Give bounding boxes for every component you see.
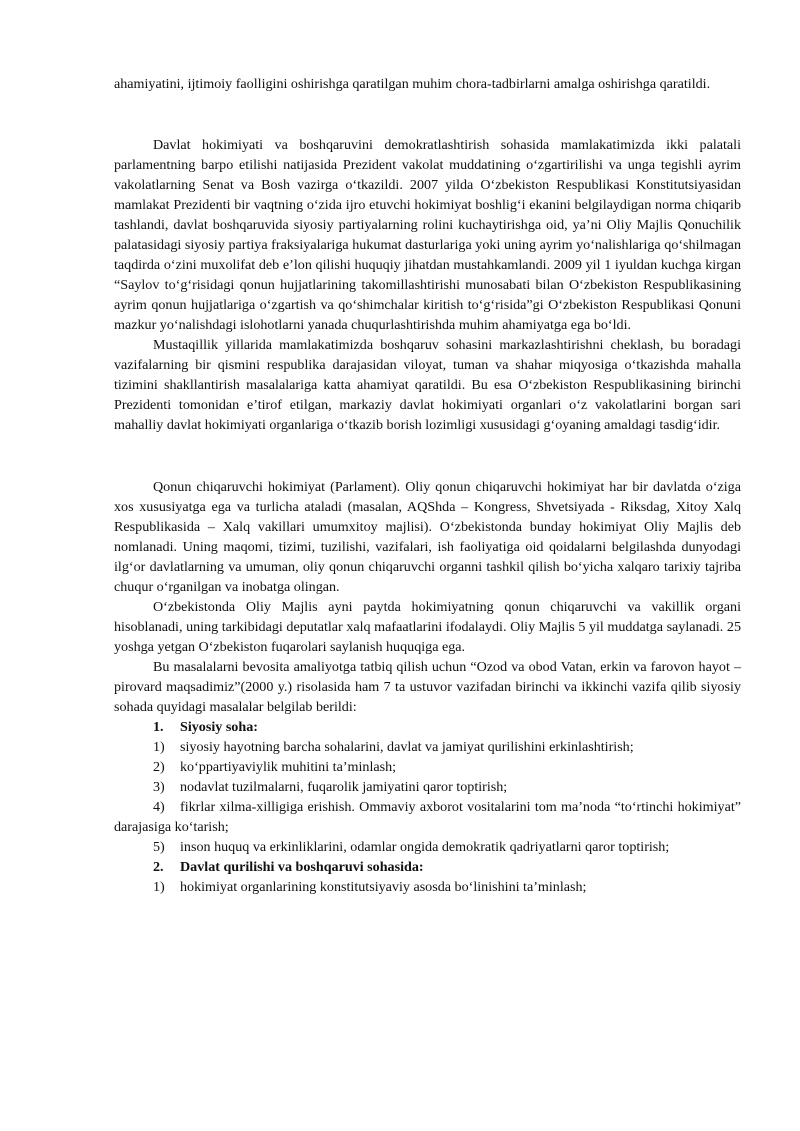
section-heading-political xyxy=(114,717,741,737)
paragraph-priorities: Bu masalalarni bevosita amaliyotga tatbiq qilish uchun “Ozod va obod Vatan, erkin va farovon hayot – pirovard maqsadimiz”(2000 y.) risolasida ham 7 ta ustuvor vazifadan birinchi va ikkinchi vazifa qilib siyosiy sohada quyidagi masalalar belgilab berildi: xyxy=(114,659,741,715)
paragraph-democratization: Davlat hokimiyati va boshqaruvini demokratlashtirish sohasida mamlakatimizda ikki palatali parlamentning barpo etilishi natijasida Prezident vakolat muddatining o‘zgartirilishi va unga tegishli ayrim vakolatlarning Senat va Bosh vazirga o‘tkazildi. 2007 yilda O‘zbekiston Respublikasi Konstitutsiyasidan mamlakat Prezidenti bir vaqtning o‘zida ijro etuvchi hokimiyat boshlig‘i ekanini belgilaydigan norma chiqarib tashlandi, davlat boshqaruvida siyosiy partiyalarning rolini kuchaytirishga oid, ya’ni Oliy Majlis Qonuchilik palatasidagi siyosiy partiya fraksiyalariga hukumat dasturlariga yoki uning ayrim yo‘nalishlariga qo‘shilmagan taqdirda o‘zini muxolifat deb e’lon qilishi huquqiy jihatdan mustahkamlandi. 2009 yil 1 iyuldan kuchga kirgan “Saylov to‘g‘risidagi qonun hujjatlarining takomillashtirishi munosabati bilan O‘zbekiston Respublikasining ayrim qonun hujjatlariga o‘zgartish va qo‘shimchalar kiritish to‘g‘risida”gi O‘zbekiston Respublikasi Qonuni mazkur yo‘nalishdagi islohotlarni yanada chuqurlashtirishda muhim ahamiyatga ega bo‘ldi. xyxy=(114,137,741,333)
section-heading-state-building xyxy=(114,857,741,877)
list-item xyxy=(114,837,741,857)
list-item xyxy=(114,737,741,757)
paragraph-intro-continuation: ahamiyatini, ijtimoiy faolligini oshirishga qaratilgan muhim chora-tadbirlarni amalga oshirishga qaratildi. xyxy=(114,76,711,92)
list-item-number: 5) xyxy=(153,839,165,855)
list-item xyxy=(114,797,741,837)
list-item-text: hokimiyat organlarining konstitutsiyaviy asosda bo‘linishini ta’minlash; xyxy=(180,879,587,895)
list-item xyxy=(114,877,741,897)
list-item-number: 4) xyxy=(153,799,165,815)
section-number: 1. xyxy=(153,719,164,735)
paragraph-decentralization: Mustaqillik yillarida mamlakatimizda boshqaruv sohasini markazlashtirishni cheklash, bu boradagi vazifalarning bir qismini respublika darajasidan viloyat, tuman va shahar miqyosiga o‘tkazishda mahalla tizimini shakllantirish masalalariga katta ahamiyat qaratildi. Bu esa O‘zbekiston Respublikasining birinchi Prezidenti tomonidan e’tirof etilgan, markaziy davlat hokimiyati organlari o‘z vakolatlarini borgan sari mahalliy davlat hokimiyati organlariga o‘tkazib borish lozimligi xususidagi g‘oyaning amaldagi tasdig‘idir. xyxy=(114,337,741,433)
paragraph-gap xyxy=(114,435,741,477)
list-item-number: 1) xyxy=(153,739,165,755)
list-item xyxy=(114,757,741,777)
section-title: Davlat qurilishi va boshqaruvi sohasida: xyxy=(180,859,424,875)
list-item-text: inson huquq va erkinliklarini, odamlar ongida demokratik qadriyatlarni qaror toptirish; xyxy=(180,839,670,855)
list-item xyxy=(114,777,741,797)
paragraph-oliy-majlis: O‘zbekistonda Oliy Majlis ayni paytda hokimiyatning qonun chiqaruvchi va vakillik organi hisoblanadi, uning tarkibidagi deputatlar xalq mafaatlarini ifodalaydi. Oliy Majlis 5 yil muddatga saylanadi. 25 yoshga yetgan O‘zbekiston fuqarolari saylanish huquqiga ega. xyxy=(114,599,741,655)
list-item-number: 2) xyxy=(153,759,165,775)
list-item-number: 1) xyxy=(153,879,165,895)
paragraph-gap xyxy=(114,94,741,135)
section-title: Siyosiy soha: xyxy=(180,719,258,735)
list-item-text: siyosiy hayotning barcha sohalarini, davlat va jamiyat qurilishini erkinlashtirish; xyxy=(180,739,634,755)
list-item-text: nodavlat tuzilmalarni, fuqarolik jamiyatini qaror toptirish; xyxy=(180,779,508,795)
list-item-text: ko‘ppartiyaviylik muhitini ta’minlash; xyxy=(180,759,397,775)
paragraph-legislative-power: Qonun chiqaruvchi hokimiyat (Parlament). Oliy qonun chiqaruvchi hokimiyat har bir davlatda o‘ziga xos xususiyatga ega va turlicha ataladi (masalan, AQShda – Kongress, Shvetsiyada - Riksdag, Xitoy Xalq Respublikasida – Xalq vakillari umumxitoy majlisi). O‘zbekistonda bunday hokimiyat Oliy Majlis deb nomlanadi. Uning maqomi, tizimi, tuzilishi, vazifalari, ish faoliyatiga oid qoidalarni belgilashda dunyodagi ilg‘or davlatlarning va umuman, oliy qonun chiqaruvchi organni tashkil qilish bo‘yicha xalqaro tarixiy tajriba chuqur o‘rganilgan va inobatga olingan. xyxy=(114,479,741,595)
list-item-number: 3) xyxy=(153,779,165,795)
document-page xyxy=(114,74,741,897)
list-item-text: fikrlar xilma-xilligiga erishish. Ommaviy axborot vositalarini tom ma’noda “to‘rtinchi hokimiyat” darajasiga ko‘tarish; xyxy=(114,799,741,835)
section-number: 2. xyxy=(153,859,164,875)
